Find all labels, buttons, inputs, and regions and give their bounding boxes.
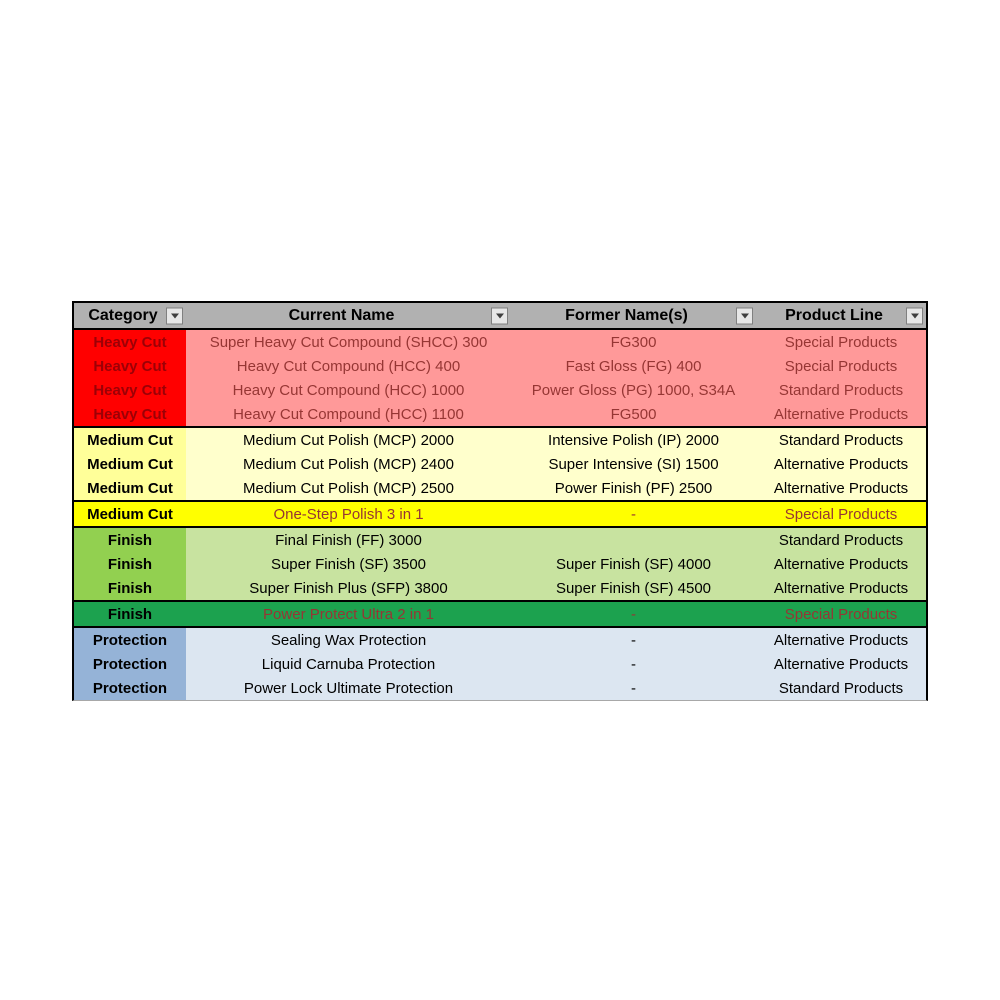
cell-current-name[interactable]: Super Finish Plus (SFP) 3800 [186,576,511,600]
cell-category[interactable]: Heavy Cut [74,402,186,426]
cell-current-name[interactable]: Heavy Cut Compound (HCC) 1000 [186,378,511,402]
cell-current-name[interactable]: Power Protect Ultra 2 in 1 [186,602,511,626]
cell-product-line[interactable]: Special Products [756,502,926,526]
cell-product-line[interactable]: Alternative Products [756,476,926,500]
group-finish-special [74,600,926,626]
cell-former-names[interactable]: - [511,628,756,652]
cell-current-name[interactable]: Liquid Carnuba Protection [186,652,511,676]
column-header-product-line [756,303,926,328]
filter-button-category[interactable] [166,307,183,324]
cell-current-name[interactable]: Medium Cut Polish (MCP) 2400 [186,452,511,476]
cell-former-names[interactable]: - [511,602,756,626]
group-medium-cut [74,426,926,500]
cell-product-line[interactable]: Special Products [756,602,926,626]
cell-category[interactable]: Heavy Cut [74,330,186,354]
product-cross-reference-table [72,301,928,701]
column-header-label: Former Name(s) [565,306,688,324]
cell-current-name[interactable]: Sealing Wax Protection [186,628,511,652]
cell-product-line[interactable]: Standard Products [756,676,926,700]
table-row [74,452,926,476]
cell-product-line[interactable]: Alternative Products [756,652,926,676]
cell-current-name[interactable]: Medium Cut Polish (MCP) 2000 [186,428,511,452]
chevron-down-icon [496,313,504,318]
group-protection [74,626,926,700]
table-row [74,652,926,676]
table-row [74,576,926,600]
cell-former-names[interactable]: - [511,676,756,700]
table-row [74,428,926,452]
cell-category[interactable]: Heavy Cut [74,354,186,378]
cell-category[interactable]: Protection [74,652,186,676]
table-row [74,402,926,426]
column-header-label: Category [88,306,158,324]
cell-category[interactable]: Protection [74,676,186,700]
cell-current-name[interactable]: Medium Cut Polish (MCP) 2500 [186,476,511,500]
cell-product-line[interactable]: Standard Products [756,378,926,402]
column-header-current-name [186,303,511,328]
cell-former-names[interactable]: Super Finish (SF) 4000 [511,552,756,576]
chevron-down-icon [741,313,749,318]
table-row [74,378,926,402]
group-medium-cut-special [74,500,926,526]
filter-button-product-line[interactable] [906,307,923,324]
filter-button-former-names[interactable] [736,307,753,324]
table-row [74,528,926,552]
cell-category[interactable]: Finish [74,528,186,552]
cell-category[interactable]: Finish [74,602,186,626]
cell-former-names[interactable]: Super Finish (SF) 4500 [511,576,756,600]
cell-product-line[interactable]: Special Products [756,354,926,378]
cell-product-line[interactable]: Standard Products [756,528,926,552]
table-row [74,476,926,500]
cell-current-name[interactable]: Super Heavy Cut Compound (SHCC) 300 [186,330,511,354]
group-heavy-cut [74,328,926,426]
cell-former-names[interactable]: - [511,502,756,526]
table-row [74,628,926,652]
column-header-label: Current Name [288,306,395,324]
cell-product-line[interactable]: Alternative Products [756,576,926,600]
chevron-down-icon [911,313,919,318]
chevron-down-icon [171,313,179,318]
cell-former-names[interactable]: Intensive Polish (IP) 2000 [511,428,756,452]
cell-product-line[interactable]: Alternative Products [756,452,926,476]
column-header-category [74,303,186,328]
cell-former-names[interactable] [511,528,756,552]
table-body [74,328,926,700]
cell-former-names[interactable]: - [511,652,756,676]
cell-product-line[interactable]: Alternative Products [756,552,926,576]
cell-product-line[interactable]: Alternative Products [756,628,926,652]
cell-product-line[interactable]: Alternative Products [756,402,926,426]
cell-current-name[interactable]: Super Finish (SF) 3500 [186,552,511,576]
cell-current-name[interactable]: Heavy Cut Compound (HCC) 400 [186,354,511,378]
cell-former-names[interactable]: FG300 [511,330,756,354]
table-row [74,676,926,700]
cell-product-line[interactable]: Special Products [756,330,926,354]
cell-category[interactable]: Medium Cut [74,452,186,476]
cell-category[interactable]: Medium Cut [74,502,186,526]
cell-former-names[interactable]: Power Finish (PF) 2500 [511,476,756,500]
cell-former-names[interactable]: FG500 [511,402,756,426]
group-finish [74,526,926,600]
cell-current-name[interactable]: One-Step Polish 3 in 1 [186,502,511,526]
cell-former-names[interactable]: Power Gloss (PG) 1000, S34A [511,378,756,402]
cell-category[interactable]: Heavy Cut [74,378,186,402]
table-row [74,552,926,576]
table-header-row [74,303,926,328]
cell-current-name[interactable]: Power Lock Ultimate Protection [186,676,511,700]
filter-button-current-name[interactable] [491,307,508,324]
table-row [74,354,926,378]
column-header-former-names [511,303,756,328]
cell-category[interactable]: Medium Cut [74,476,186,500]
table-row [74,502,926,526]
cell-category[interactable]: Finish [74,552,186,576]
cell-category[interactable]: Protection [74,628,186,652]
cell-former-names[interactable]: Super Intensive (SI) 1500 [511,452,756,476]
cell-category[interactable]: Finish [74,576,186,600]
cell-category[interactable]: Medium Cut [74,428,186,452]
cell-current-name[interactable]: Heavy Cut Compound (HCC) 1100 [186,402,511,426]
table-row [74,330,926,354]
cell-product-line[interactable]: Standard Products [756,428,926,452]
cell-former-names[interactable]: Fast Gloss (FG) 400 [511,354,756,378]
table-row [74,602,926,626]
column-header-label: Product Line [785,306,883,324]
cell-current-name[interactable]: Final Finish (FF) 3000 [186,528,511,552]
